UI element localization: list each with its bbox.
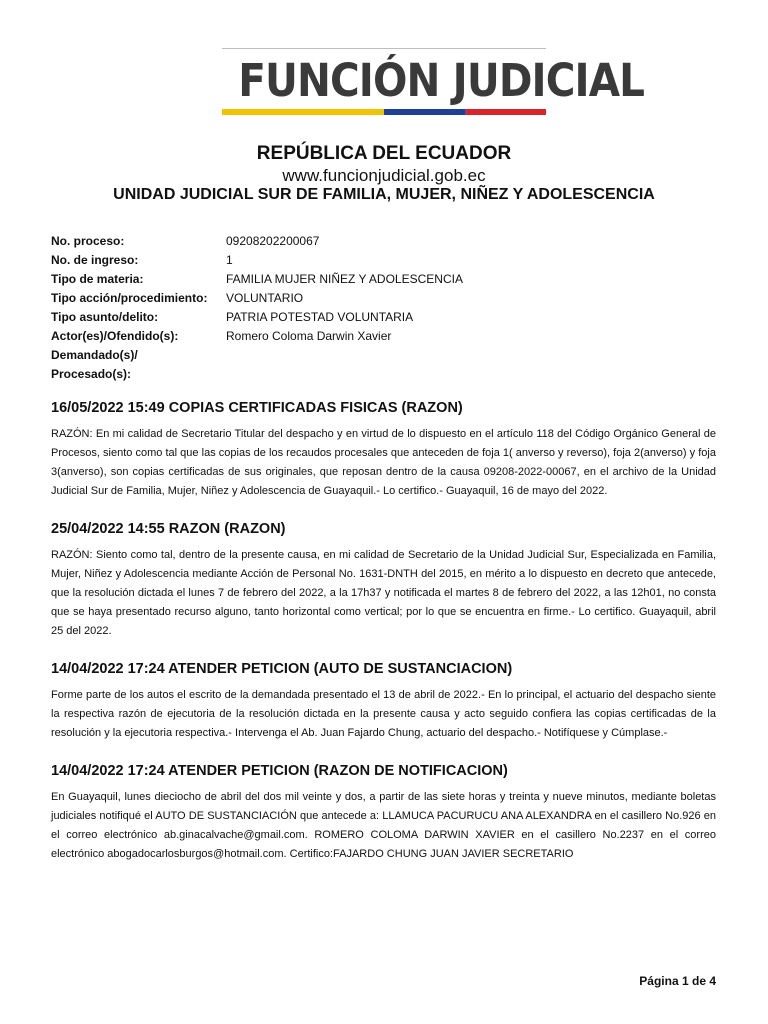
entry-body: Forme parte de los autos el escrito de la demandada presentado el 13 de abril de 2022.- En lo principal, el actuario del despacho siente la respectiva razón de ejecutoria de la resolución dictada en la presente causa y acto seguido confiera las copias certificadas de la resolución y la ejecutoria respectiva.- Intervenga el Ab. Juan Fajardo Chung, actuario del despacho.- Notifíquese y Cúmplase.- (51, 689, 716, 739)
logo-bar-red (465, 109, 546, 115)
info-value: 1 (226, 253, 233, 267)
page-number: Página 1 de 4 (639, 974, 716, 988)
country-heading: REPÚBLICA DEL ECUADOR (256, 143, 512, 164)
entry-title: 14/04/2022 17:24 ATENDER PETICION (AUTO DE SUSTANCIACION) (51, 661, 513, 677)
case-entries (51, 400, 716, 884)
website-heading: www.funcionjudicial.gob.ec (282, 166, 486, 185)
info-value (226, 346, 721, 384)
logo-bar-yellow (222, 109, 384, 115)
logo-top-rule (222, 48, 546, 49)
info-value: VOLUNTARIO (226, 291, 304, 305)
entry (51, 763, 716, 864)
info-label: Demandado(s)/ Procesado(s): (51, 348, 138, 381)
entry-title: 14/04/2022 17:24 ATENDER PETICION (RAZON DE NOTIFICACION) (51, 763, 508, 779)
entry (51, 661, 716, 743)
info-value: PATRIA POTESTAD VOLUNTARIA (226, 310, 414, 324)
case-info-table (51, 232, 721, 384)
entry-title: 16/05/2022 15:49 COPIAS CERTIFICADAS FISICAS (RAZON) (51, 400, 463, 416)
info-value: Romero Coloma Darwin Xavier (226, 329, 392, 343)
logo-bar-blue (384, 109, 465, 115)
entry (51, 400, 716, 501)
info-value: 09208202200067 (226, 234, 320, 248)
entry-body: RAZÓN: Siento como tal, dentro de la presente causa, en mi calidad de Secretario de la Unidad Judicial Sur, Especializada en Familia, Mujer, Niñez y Adolescencia mediante Acción de Personal No. 1631-DNTH del 2015, en mérito a lo dispuesto en decreto que antecede, que la resolución dictada el lunes 7 de febrero del 2022, a la 17h37 y notificada el martes 8 de febrero del 2022, a las 12h01, no consta que se haya presentado recurso alguno, tanto horizontal como vertical; por lo que se encuentra en firme.- Lo certifico. Guayaquil, abril 25 del 2022. (51, 549, 716, 637)
info-label: Tipo de materia: (51, 272, 144, 286)
entry-body: RAZÓN: En mi calidad de Secretario Titular del despacho y en virtud de lo dispuesto en el artículo 118 del Código Orgánico General de Procesos, siento como tal que las copias de los recaudos procesales que anteceden de foja 1( anverso y reverso), foja 2(anverso) y foja 3(anverso), son copias certificadas de sus originales, que reposan dentro de la causa 09208-2022-00067, en el archivo de la Unidad Judicial Sur de Familia, Mujer, Niñez y Adolescencia de Guayaquil.- Lo certifico.- Guayaquil, 16 de mayo del 2022. (51, 428, 716, 497)
info-label: Tipo asunto/delito: (51, 310, 159, 324)
unit-heading: UNIDAD JUDICIAL SUR DE FAMILIA, MUJER, NIÑEZ Y ADOLESCENCIA (113, 186, 655, 203)
info-row (51, 232, 721, 251)
info-label: Tipo acción/procedimiento: (51, 291, 208, 305)
entry (51, 521, 716, 641)
info-row (51, 308, 721, 327)
info-row (51, 346, 721, 384)
info-value: FAMILIA MUJER NIÑEZ Y ADOLESCENCIA (226, 272, 463, 286)
logo-color-bar (222, 109, 546, 115)
info-row (51, 251, 721, 270)
funcion-judicial-logo (222, 48, 645, 115)
info-row (51, 327, 721, 346)
entry-body: En Guayaquil, lunes dieciocho de abril del dos mil veinte y dos, a partir de las siete horas y treinta y nueve minutos, mediante boletas judiciales notifiqué el AUTO DE SUSTANCIACIÓN que antecede a: LLAMUCA PACURUCU ANA ALEXANDRA en el casillero No.926 en el correo electrónico ab.ginacalvache@gmail.com. ROMERO COLOMA DARWIN XAVIER en el casillero No.2237 en el correo electrónico abogadocarlosburgos@hotmail.com. Certifico:FAJARDO CHUNG JUAN JAVIER SECRETARIO (51, 791, 716, 860)
info-row (51, 289, 721, 308)
info-row (51, 270, 721, 289)
info-label: No. de ingreso: (51, 253, 139, 267)
info-label: No. proceso: (51, 234, 125, 248)
info-label: Actor(es)/Ofendido(s): (51, 329, 179, 343)
entry-title: 25/04/2022 14:55 RAZON (RAZON) (51, 521, 286, 537)
logo-text: FUNCIÓN JUDICIAL (238, 54, 645, 107)
